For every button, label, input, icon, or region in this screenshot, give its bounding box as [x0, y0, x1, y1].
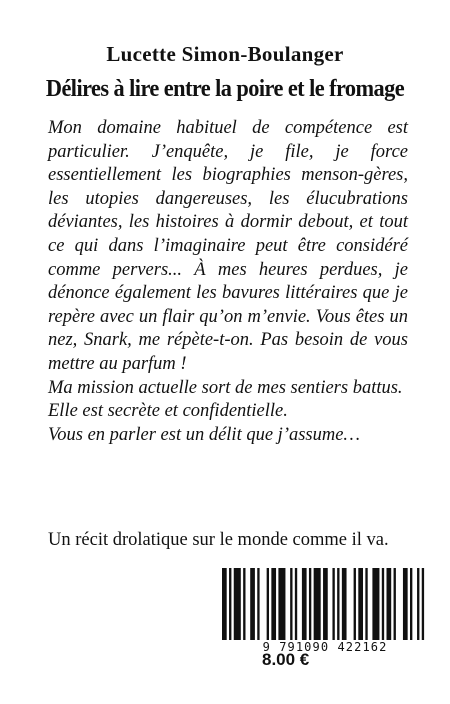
barcode-bar [417, 568, 419, 640]
barcode-bar [229, 568, 231, 640]
barcode-bar [403, 568, 408, 640]
barcode-bar [309, 568, 311, 640]
barcode-bar [243, 568, 245, 640]
isbn-barcode [214, 568, 436, 671]
barcode-bar [234, 568, 241, 640]
barcode-bar [302, 568, 307, 640]
barcode-bar [354, 568, 356, 640]
blurb [48, 117, 408, 447]
barcode-bar [394, 568, 396, 640]
book-title: Délires à lire entre la poire et le fromage [45, 76, 405, 102]
barcode-bar [295, 568, 297, 640]
blurb-paragraph: Ma mission actuelle sort de mes sentiers battus. [48, 377, 403, 398]
barcode-bar [332, 568, 334, 640]
barcode-bar [323, 568, 328, 640]
author-name: Lucette Simon-Boulanger [106, 42, 344, 66]
barcode-bar [382, 568, 384, 640]
blurb-paragraph: Vous en parler est un délit que j’assume… [48, 424, 360, 445]
barcode-bar [314, 568, 321, 640]
blurb-paragraph: Mon domaine habituel de compétence est particulier. J’enquête, je file, je force essentiellement les biographies menson-gères, les utopies dangereuses, les élucubrations déviantes, les histoires à dormir debout, et tout ce qui dans l’imaginaire peut être considéré comme pervers... À mes heures perdues, je dénonce également les bavures littéraires que je repère avec un flair qu’on m’envie. Vous êtes un nez, Snark, me répète-t-on. Pas besoin de vous mettre au parfum ! [48, 118, 408, 374]
barcode-bar [250, 568, 255, 640]
barcode-bar [422, 568, 424, 640]
tagline: Un récit drolatique sur le monde comme il va. [48, 530, 389, 550]
blurb-paragraph: Elle est secrète et confidentielle. [48, 401, 288, 422]
barcode-bar [358, 568, 363, 640]
barcode-bar [365, 568, 367, 640]
barcode-bar [372, 568, 379, 640]
barcode-bar [337, 568, 339, 640]
barcode-bar [278, 568, 285, 640]
barcode-bar [410, 568, 412, 640]
barcode-bar [257, 568, 259, 640]
barcode-bar [267, 568, 269, 640]
barcode-bar [342, 568, 347, 640]
barcode-bar [290, 568, 292, 640]
barcode-bar [271, 568, 276, 640]
barcode-bar [387, 568, 392, 640]
isbn-number: 9 791090 422162 [262, 640, 388, 654]
price-label: 8.00 € [262, 650, 310, 669]
barcode-bar [222, 568, 227, 640]
